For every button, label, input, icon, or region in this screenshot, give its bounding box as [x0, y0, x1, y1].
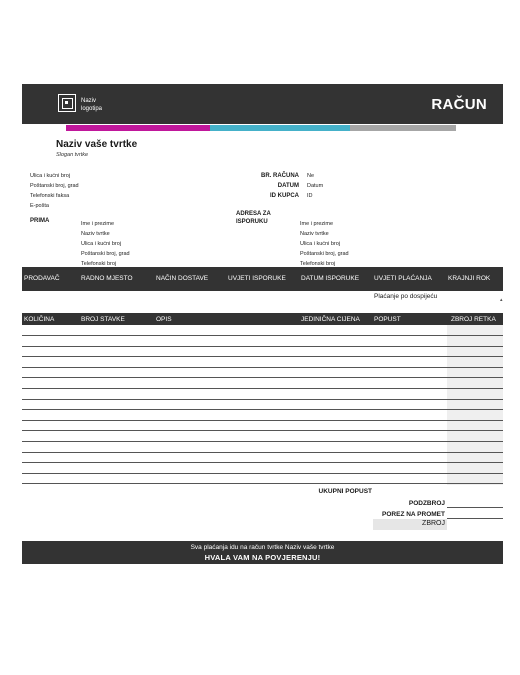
sales-tax-label: POREZ NA PROMET: [382, 511, 445, 518]
col-job: RADNO MJESTO: [81, 275, 133, 282]
customer-id-value[interactable]: ID: [307, 193, 313, 199]
col-due-date: KRAJNJI ROK: [448, 275, 491, 282]
recipient-company[interactable]: Naziv tvrtke: [81, 231, 110, 237]
item-row-line: [22, 335, 503, 336]
sender-postal[interactable]: Poštanski broj, grad: [30, 183, 79, 189]
invoice-meta-values: [307, 171, 323, 201]
recipient-postal[interactable]: Poštanski broj, grad: [81, 251, 130, 257]
line-total-column: [447, 325, 503, 485]
shipping-label: ADRESA ZA ISPORUKU: [236, 211, 271, 225]
item-row-line: [22, 420, 503, 421]
shipping-name[interactable]: Ime i prezime: [300, 221, 334, 227]
shipping-street[interactable]: Ulica i kućni broj: [300, 241, 341, 247]
logo-text: Naziv logotipa: [81, 98, 103, 112]
shipping-address: [300, 219, 349, 269]
items-table-header: [22, 313, 503, 325]
col-shipping-method: NAČIN DOSTAVE: [156, 275, 209, 282]
invoice-number-label: BR. RAČUNA: [261, 173, 299, 179]
item-row-line: [22, 356, 503, 357]
item-row-line: [22, 388, 503, 389]
customer-id-label: ID KUPCA: [269, 193, 299, 199]
cell-marker: ▴: [500, 297, 503, 303]
col-unit-price: JEDINIČNA CIJENA: [301, 316, 360, 323]
company-name[interactable]: Naziv vaše tvrtke: [56, 139, 138, 150]
col-line-total: ZBROJ RETKA: [451, 316, 496, 323]
company-slogan[interactable]: Slogan tvrtke: [56, 152, 89, 158]
items-table-body: [22, 325, 503, 485]
sender-address: [30, 171, 79, 211]
item-row-line: [22, 452, 503, 453]
accent-bar-teal: [210, 125, 350, 131]
payment-terms-value[interactable]: Plaćanje po dospijeću: [374, 293, 438, 300]
col-seller: PRODAVAČ: [24, 275, 60, 282]
shipping-company[interactable]: Naziv tvrtke: [300, 231, 329, 237]
total-discount-label: UKUPNI POPUST: [318, 488, 372, 495]
date-label: DATUM: [277, 183, 299, 189]
item-row-line: [22, 377, 503, 378]
col-item-number: BROJ STAVKE: [81, 316, 125, 323]
sender-street[interactable]: Ulica i kućni broj: [30, 173, 71, 179]
recipient-label: PRIMA: [30, 218, 50, 224]
item-row-line: [22, 441, 503, 442]
thank-you-note[interactable]: HVALA VAM NA POVJERENJU!: [204, 553, 321, 562]
subtotal-value[interactable]: [447, 507, 503, 508]
subtotal-label: PODZBROJ: [408, 500, 445, 507]
sender-fax[interactable]: Telefonski faksa: [30, 193, 70, 199]
invoice-footer: [22, 541, 503, 564]
item-row-line: [22, 430, 503, 431]
invoice-meta-labels: [236, 171, 299, 201]
recipient-phone[interactable]: Telefonski broj: [81, 261, 117, 267]
logo-icon: [58, 94, 76, 112]
date-value[interactable]: Datum: [307, 183, 324, 189]
shipping-phone[interactable]: Telefonski broj: [300, 261, 336, 267]
item-row-line: [22, 399, 503, 400]
payment-note[interactable]: Sva plaćanja idu na račun tvrtke Naziv vaše tvrtke: [190, 544, 335, 551]
accent-bar-magenta: [66, 125, 210, 131]
recipient-street[interactable]: Ulica i kućni broj: [81, 241, 122, 247]
item-row-line: [22, 483, 503, 484]
invoice-header: [22, 84, 503, 124]
item-row-line: [22, 462, 503, 463]
item-row-line: [22, 473, 503, 474]
sender-email[interactable]: E-pošta: [30, 203, 49, 209]
recipient-name[interactable]: Ime i prezime: [81, 221, 115, 227]
col-quantity: KOLIČINA: [24, 316, 55, 323]
total-label: ZBROJ: [422, 520, 445, 527]
col-payment-terms: UVJETI PLAĆANJA: [374, 275, 432, 282]
item-row-line: [22, 367, 503, 368]
col-description: OPIS: [156, 316, 172, 323]
shipping-postal[interactable]: Poštanski broj, grad: [300, 251, 349, 257]
invoice-title: RAČUN: [431, 96, 487, 113]
item-row-line: [22, 346, 503, 347]
order-info-header: [22, 267, 503, 291]
accent-bar-gray: [350, 125, 456, 131]
item-row-line: [22, 409, 503, 410]
total-value[interactable]: [447, 519, 503, 530]
col-delivery-date: DATUM ISPORUKE: [301, 275, 360, 282]
recipient-address: [81, 219, 130, 269]
invoice-number-value[interactable]: Ne: [307, 173, 315, 179]
col-discount: POPUST: [374, 316, 401, 323]
col-shipping-terms: UVJETI ISPORUKE: [228, 275, 286, 282]
